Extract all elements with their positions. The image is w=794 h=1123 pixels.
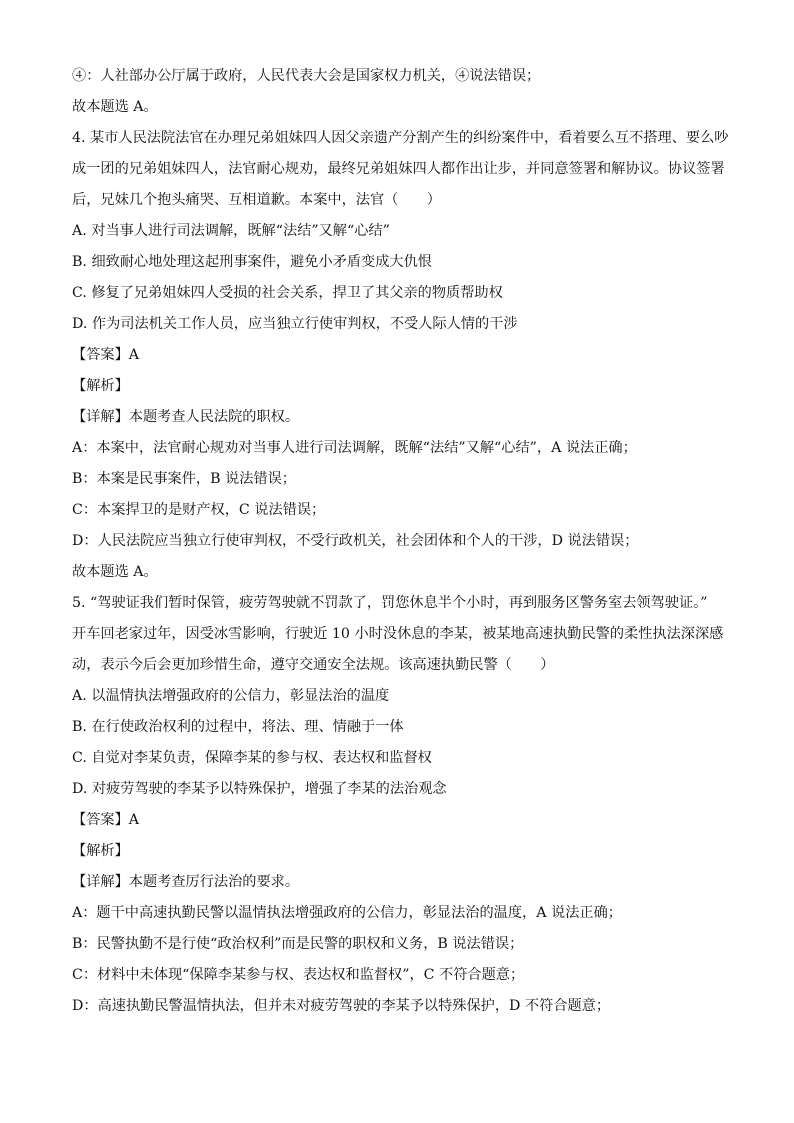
question-4-stem: 后，兄妹几个抱头痛哭、互相道歉。本案中，法官（ ） bbox=[72, 192, 441, 208]
explanation-line: C：本案捍卫的是财产权，C 说法错误； bbox=[72, 502, 326, 518]
explanation-line: B：本案是民事案件，B 说法错误； bbox=[72, 471, 296, 487]
explanation-line: D：人民法院应当独立行使审判权，不受行政机关，社会团体和个人的干涉，D 说法错误； bbox=[72, 533, 639, 549]
question-5-stem: 开车回老家过年，因受冰雪影响，行驶近 10 小时没休息的李某，被某地高速执勤民警的柔性执法深深感 bbox=[72, 626, 724, 642]
explanation-heading: 【详解】本题考查厉行法治的要求。 bbox=[72, 874, 300, 890]
analysis-label: 【解析】 bbox=[72, 378, 129, 394]
option-b: B. 细致耐心地处理这起刑事案件，避免小矛盾变成大仇恨 bbox=[72, 254, 432, 270]
text-line: 故本题选 A。 bbox=[72, 564, 158, 580]
explanation-line: A：题干中高速执勤民警以温情执法增强政府的公信力，彰显法治的温度，A 说法正确； bbox=[72, 905, 622, 921]
text-line: 故本题选 A。 bbox=[72, 99, 158, 115]
explanation-line: C：材料中未体现“保障李某参与权、表达权和监督权”，C 不符合题意； bbox=[72, 967, 525, 983]
question-5-stem: 动，表示今后会更加珍惜生命，遵守交通安全法规。该高速执勤民警（ ） bbox=[72, 657, 555, 673]
answer-label: 【答案】A bbox=[72, 347, 139, 363]
question-4-stem: 成一团的兄弟姐妹四人，法官耐心规劝，最终兄弟姐妹四人都作出让步，并同意签署和解协议。协议签署 bbox=[72, 161, 725, 177]
option-c: C. 自觉对李某负责，保障李某的参与权、表达权和监督权 bbox=[72, 750, 432, 766]
analysis-label: 【解析】 bbox=[72, 843, 129, 859]
text-line: ④：人社部办公厅属于政府，人民代表大会是国家权力机关，④说法错误； bbox=[72, 68, 541, 84]
question-4-stem: 4. 某市人民法院法官在办理兄弟姐妹四人因父亲遗产分割产生的纠纷案件中，看着要么互不搭理、要么吵 bbox=[72, 130, 729, 146]
explanation-line: B：民警执勤不是行使“政治权利”而是民警的职权和义务，B 说法错误； bbox=[72, 936, 524, 952]
option-a: A. 对当事人进行司法调解，既解“法结”又解“心结” bbox=[72, 223, 390, 239]
explanation-line: A：本案中，法官耐心规劝对当事人进行司法调解，既解“法结”又解“心结”，A 说法正确； bbox=[72, 440, 637, 456]
question-5-stem: 5. “驾驶证我们暂时保管，疲劳驾驶就不罚款了，罚您休息半个小时，再到服务区警务室去领驾驶证。” bbox=[72, 595, 708, 611]
explanation-heading: 【详解】本题考查人民法院的职权。 bbox=[72, 409, 300, 425]
option-a: A. 以温情执法增强政府的公信力，彰显法治的温度 bbox=[72, 688, 390, 704]
option-d: D. 作为司法机关工作人员，应当独立行使审判权，不受人际人情的干涉 bbox=[72, 316, 518, 332]
answer-label: 【答案】A bbox=[72, 812, 139, 828]
option-b: B. 在行使政治权利的过程中，将法、理、情融于一体 bbox=[72, 719, 404, 735]
option-d: D. 对疲劳驾驶的李某予以特殊保护，增强了李某的法治观念 bbox=[72, 781, 447, 797]
option-c: C. 修复了兄弟姐妹四人受损的社会关系，捍卫了其父亲的物质帮助权 bbox=[72, 285, 503, 301]
explanation-line: D：高速执勤民警温情执法，但并未对疲劳驾驶的李某予以特殊保护，D 不符合题意； bbox=[72, 998, 611, 1014]
